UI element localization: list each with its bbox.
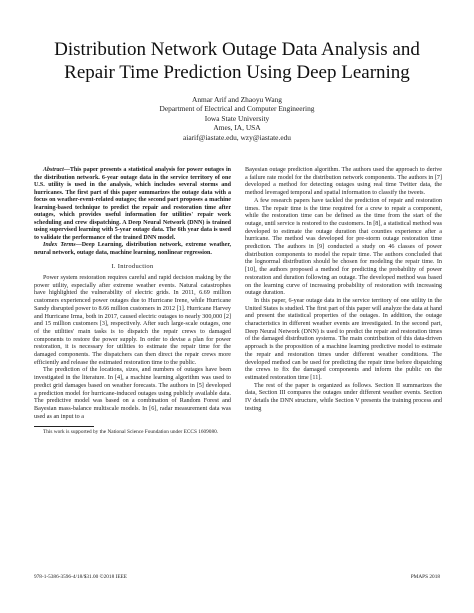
footnote: This work is supported by the National Science Foundation under ECCS 1609080. [43,429,219,436]
author-location: Ames, IA, USA [213,123,261,133]
right-paragraph-4: The rest of the paper is organized as follows. Section II summarizes the data, Section III compares the outages under different weather events. Section IV details the DNN structure, while Section V presents the training process and testing [245,382,442,412]
right-column [245,167,442,414]
author-names: Anmar Arif and Zhaoyu Wang [192,95,282,104]
abstract-lead: Abstract [43,167,64,173]
index-terms-lead: Index Terms [43,242,76,248]
paper-title [0,38,474,84]
intro-paragraph-2: The prediction of the locations, sizes, and numbers of outages have been investigated in the literature. In [4], a machine learning algorithm was used to predict grid damages based on weather forecasts. The authors in [5] developed a prediction model for hurricane-induced outages using publicly available data. The predictive model was based on a combination of Random Forest and Bayesian mass-balance multiscale models. In [6], radar measurement data was used as an input to a [34,367,231,420]
footer-isbn: 978-1-5386-3596-4/18/$31.00 ©2018 IEEE [34,574,128,580]
left-column [34,167,231,436]
title-line-1: Distribution Network Outage Data Analysis and [54,39,420,60]
abstract [34,167,231,242]
author-university: Iowa State University [204,113,270,123]
right-paragraph-1: Bayesian outage prediction algorithm. The authors used the approach to derive a failure rate model for the distribution network components. The authors in [7] developed a method for detecting outages using real time Twitter data, the method leveraged temporal and spatial information to classify the tweets. [245,167,442,197]
author-department: Department of Electrical and Computer Engineering [159,104,315,114]
footer-conference: PMAPS 2018 [410,574,440,580]
right-paragraph-2: A few research papers have tackled the prediction of repair and restoration times. The repair time is the time required for a crew to repair a component, while the restoration time can be defined as the time from the start of the outage, until service is restored to the customers. In [8], a statistical method was developed to estimate the outage duration that counties experience after a hurricane. The method was developed for pre-storm outage restoration time prediction. The authors in [9] conducted a study on 46 classes of power distribution components to model the repair time. The authors concluded that the lognormal distribution should be chosen for modeling the repair time. In [10], the authors proposed a method for predicting the probability of power restoration and duration following an outage. The developed method was based on the learning curve of increasing probability of restoration with increasing outage duration. [245,197,442,297]
section-heading-introduction: I. Introduction [111,263,154,270]
index-terms [34,242,231,257]
author-block [0,95,474,142]
index-terms-text: —Deep Learning, distribution network, extreme weather, neural network, outage data, machine learning, nonlinear regression. [34,242,231,256]
title-line-2: Repair Time Prediction Using Deep Learning [64,62,410,83]
intro-paragraph-1: Power system restoration requires careful and rapid decision making by the power utility, especially after extreme weather events. Natural catastrophes have highlighted the vulnerability of electric grids. In 2011, 6.69 million customers experienced power outages due to Hurricane Irene, while Hurricane Sandy disrupted power to 8.66 million customers in 2012 [1]. Hurricane Harvey and Hurricane Irma, both in 2017, caused electric outages to nearly 300,000 [2] and 15 million customers [3], respectively. After such large-scale outages, one of the utilities' main tasks is to dispatch the repair crews to damaged components to restore the power supply. In order to devise a plan for power restoration, it is necessary for utilities to estimate the repair time for the damaged components. The dispatchers can then direct the repair crews more efficiently and release the estimated restoration time to the public. [34,275,231,366]
author-emails: aiarif@iastate.edu, wzy@iastate.edu [182,132,291,142]
right-paragraph-3: In this paper, 6-year outage data in the service territory of one utility in the United States is studied. The first part of this paper will analyze the data at hand and present the statistical properties of the outages. In addition, the outage characteristics in different weather events are investigated. In the second part, Deep Neural Network (DNN) is used to predict the repair and restoration times of the damaged distribution systems. The main contribution of this data-driven approach is the proposition of a machine learning predictive model to estimate the repair and restoration times under different weather conditions. The developed method can be used for predicting the repair time before dispatching the crews to fix the damaged components and inform the public on the estimated restoration time [11]. [245,297,442,381]
abstract-text: —This paper presents a statistical analysis for power outages in the distribution network. 6-year outage data in the service territory of one U.S. utility is used in the analysis, which includes several storms and hurricanes. The first part of this paper summarizes the outage data with a focus on weather-event-related outages; the second part proposes a machine learning-based technique to predict the repair and restoration time after outages, which provides useful information for utilities' repair work scheduling and crew dispatching. A Deep Neural Network (DNN) is trained using supervised learning with 5-year outage data. The 6th year data is used to validate the performance of the trained DNN model. [34,167,231,241]
footnote-divider [34,426,94,427]
